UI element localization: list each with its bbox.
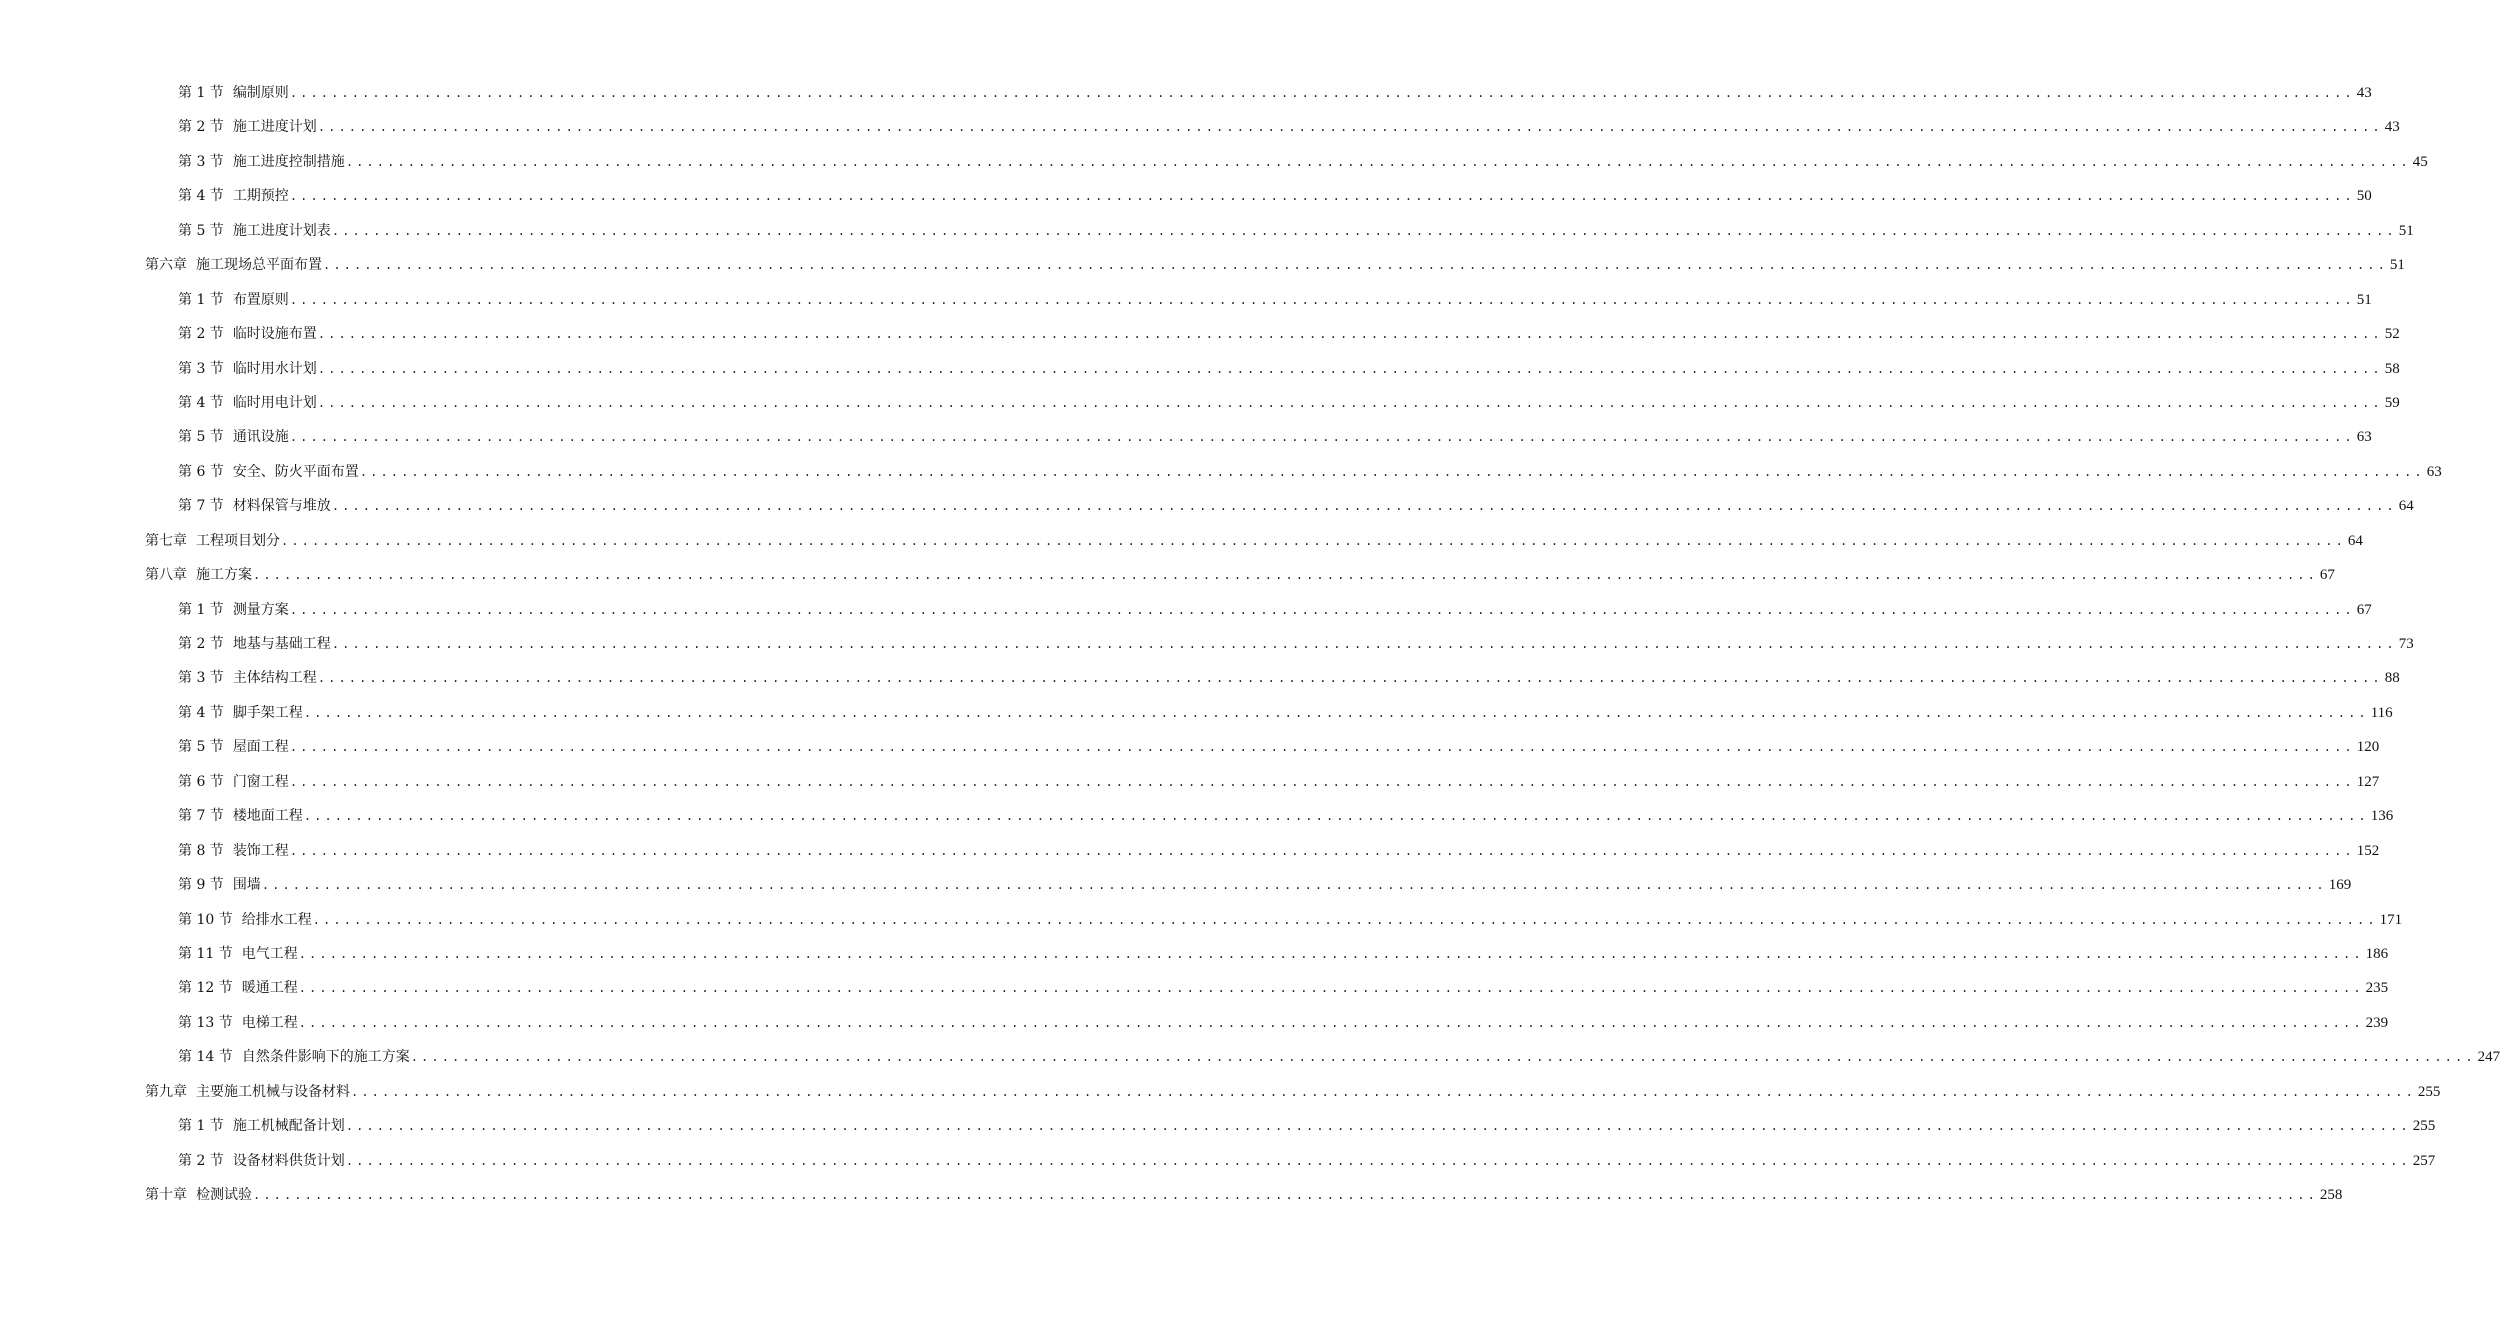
toc-dot-leader: ........................................................................................................................................................................................................ <box>317 327 2383 342</box>
toc-entry-number: 第 1 节 <box>178 601 224 618</box>
toc-dot-leader: ........................................................................................................................................................................................................ <box>317 395 2383 410</box>
toc-entry-number: 第 4 节 <box>178 704 224 721</box>
toc-dot-leader: ........................................................................................................................................................................................................ <box>289 292 2355 307</box>
toc-page-number: 67 <box>2319 567 2335 584</box>
toc-entry-title: 通讯设施 <box>232 429 289 446</box>
toc-dot-leader: ........................................................................................................................................................................................................ <box>303 809 2369 824</box>
toc-section-row <box>0 455 2442 489</box>
toc-dot-leader: ........................................................................................................................................................................................................ <box>261 878 2327 893</box>
toc-section-link[interactable] <box>178 118 2400 136</box>
toc-section-link[interactable] <box>178 1048 2500 1066</box>
toc-dot-leader: ........................................................................................................................................................................................................ <box>289 740 2355 755</box>
toc-chapter-row <box>0 1178 2343 1212</box>
toc-page-number: 51 <box>2356 291 2372 308</box>
toc-section-link[interactable] <box>178 153 2428 171</box>
toc-section-link[interactable] <box>178 463 2442 481</box>
toc-chapter-row <box>0 1075 2441 1109</box>
toc-dot-leader: ........................................................................................................................................................................................................ <box>345 1153 2411 1168</box>
toc-page-number: 51 <box>2389 257 2405 274</box>
toc-entry-number: 第 13 节 <box>178 1014 233 1031</box>
toc-section-row <box>0 799 2394 833</box>
toc-entry-title: 编制原则 <box>232 85 289 101</box>
toc-dot-leader: ........................................................................................................................................................................................................ <box>345 1119 2411 1134</box>
toc-section-row <box>0 696 2393 730</box>
toc-dot-leader: ........................................................................................................................................................................................................ <box>331 499 2397 514</box>
toc-dot-leader: ........................................................................................................................................................................................................ <box>298 1015 2364 1030</box>
toc-section-row <box>0 420 2372 454</box>
toc-page-number: 45 <box>2412 153 2428 170</box>
toc-section-link[interactable] <box>178 291 2372 309</box>
toc-entry-title: 安全、防火平面布置 <box>232 463 359 480</box>
toc-section-link[interactable] <box>178 635 2414 653</box>
toc-page-number: 247 <box>2477 1049 2500 1066</box>
toc-page-number: 50 <box>2356 188 2372 205</box>
toc-entry-title: 门窗工程 <box>232 773 289 790</box>
toc-section-row <box>0 1144 2436 1178</box>
toc-page-number: 51 <box>2398 222 2414 239</box>
toc-dot-leader: ........................................................................................................................................................................................................ <box>289 189 2355 204</box>
toc-dot-leader: ........................................................................................................................................................................................................ <box>289 843 2355 858</box>
toc-entry-title: 施工进度计划表 <box>232 222 331 239</box>
toc-section-row <box>0 179 2372 213</box>
toc-entry-title: 装饰工程 <box>232 842 289 859</box>
toc-entry-title: 施工现场总平面布置 <box>196 257 322 274</box>
toc-section-link[interactable] <box>178 1152 2436 1170</box>
toc-section-link[interactable] <box>178 1117 2436 1135</box>
toc-entry-number: 第 5 节 <box>178 222 224 239</box>
toc-entry-number: 第 3 节 <box>178 670 224 687</box>
toc-entry-number: 第 11 节 <box>178 945 233 962</box>
toc-entry-number: 第十章 <box>145 1187 187 1203</box>
toc-page-number: 186 <box>2365 945 2389 962</box>
toc-page-number: 58 <box>2384 360 2400 377</box>
toc-entry-number: 第 4 节 <box>178 394 224 411</box>
toc-page-number: 257 <box>2412 1152 2436 1169</box>
toc-page-number: 239 <box>2365 1014 2389 1031</box>
toc-entry-number: 第 6 节 <box>178 463 224 480</box>
toc-dot-leader: ........................................................................................................................................................................................................ <box>331 223 2397 238</box>
toc-section-link[interactable] <box>178 1014 2389 1032</box>
toc-entry-title: 材料保管与堆放 <box>232 498 331 515</box>
toc-entry-number: 第 10 节 <box>178 911 233 928</box>
toc-dot-leader: ........................................................................................................................................................................................................ <box>289 430 2355 445</box>
toc-page-number: 255 <box>2417 1083 2441 1100</box>
toc-section-link[interactable] <box>178 601 2372 619</box>
toc-page-number: 67 <box>2356 601 2372 618</box>
toc-dot-leader: ........................................................................................................................................................................................................ <box>253 568 2318 583</box>
toc-entry-number: 第 12 节 <box>178 980 233 997</box>
toc-dot-leader: ........................................................................................................................................................................................................ <box>317 671 2383 686</box>
toc-dot-leader: ........................................................................................................................................................................................................ <box>281 533 2346 548</box>
toc-entry-title: 临时设施布置 <box>232 326 317 343</box>
toc-section-row <box>0 1109 2436 1143</box>
toc-entry-title: 给排水工程 <box>241 911 312 928</box>
toc-entry-title: 地基与基础工程 <box>232 636 331 652</box>
toc-section-link[interactable] <box>178 669 2400 687</box>
toc-section-row <box>0 386 2400 420</box>
toc-dot-leader: ........................................................................................................................................................................................................ <box>331 637 2397 651</box>
toc-section-row <box>0 868 2352 902</box>
toc-section-link[interactable] <box>178 911 2403 929</box>
toc-page-number: 59 <box>2384 394 2400 411</box>
toc-entry-title: 主要施工机械与设备材料 <box>196 1083 350 1100</box>
toc-section-row <box>0 1040 2500 1074</box>
toc-entry-title: 测量方案 <box>232 601 289 618</box>
table-of-contents <box>0 76 2500 1212</box>
toc-section-row <box>0 627 2414 661</box>
toc-entry-title: 检测试验 <box>196 1187 252 1203</box>
toc-section-row <box>0 214 2414 248</box>
toc-entry-number: 第 8 节 <box>178 842 224 859</box>
toc-section-row <box>0 661 2400 695</box>
toc-entry-title: 自然条件影响下的施工方案 <box>241 1049 410 1066</box>
toc-chapter-link[interactable] <box>145 256 2405 274</box>
toc-section-row <box>0 834 2380 868</box>
toc-entry-title: 施工进度控制措施 <box>232 153 345 170</box>
toc-dot-leader: ........................................................................................................................................................................................................ <box>289 602 2355 617</box>
toc-entry-title: 暖通工程 <box>241 980 298 997</box>
toc-page-number: 63 <box>2426 463 2442 480</box>
toc-entry-title: 布置原则 <box>232 291 289 308</box>
toc-section-link[interactable] <box>178 979 2389 997</box>
toc-entry-number: 第七章 <box>145 532 187 549</box>
toc-chapter-row <box>0 524 2363 558</box>
toc-dot-leader: ........................................................................................................................................................................................................ <box>312 912 2378 927</box>
toc-dot-leader: ........................................................................................................................................................................................................ <box>317 120 2383 135</box>
toc-dot-leader: ........................................................................................................................................................................................................ <box>289 774 2355 789</box>
toc-entry-number: 第 2 节 <box>178 326 224 343</box>
toc-dot-leader: ........................................................................................................................................................................................................ <box>345 154 2411 169</box>
toc-section-row <box>0 145 2428 179</box>
toc-chapter-link[interactable] <box>145 1083 2441 1101</box>
toc-entry-title: 施工进度计划 <box>232 119 317 136</box>
toc-dot-leader: ........................................................................................................................................................................................................ <box>298 946 2364 961</box>
toc-entry-title: 工程项目划分 <box>196 532 280 549</box>
toc-page-number: 127 <box>2356 773 2380 790</box>
toc-section-row <box>0 593 2372 627</box>
toc-dot-leader: ........................................................................................................................................................................................................ <box>410 1050 2476 1065</box>
toc-section-row <box>0 352 2400 386</box>
toc-section-link[interactable] <box>178 360 2400 378</box>
toc-section-row <box>0 317 2400 351</box>
toc-page-number: 73 <box>2398 636 2414 652</box>
toc-page-number: 116 <box>2370 704 2393 721</box>
toc-section-link[interactable] <box>178 394 2400 412</box>
toc-page-number: 152 <box>2356 842 2380 859</box>
toc-entry-title: 施工方案 <box>196 567 252 584</box>
toc-entry-number: 第 3 节 <box>178 153 224 170</box>
toc-page-number: 64 <box>2398 498 2414 515</box>
toc-section-row <box>0 76 2372 110</box>
toc-entry-title: 楼地面工程 <box>232 808 303 825</box>
toc-page-number: 88 <box>2384 670 2400 687</box>
toc-entry-number: 第九章 <box>145 1083 187 1100</box>
toc-entry-title: 电气工程 <box>241 945 298 962</box>
toc-page-number: 171 <box>2379 911 2403 928</box>
toc-section-link[interactable] <box>178 222 2414 240</box>
toc-dot-leader: ........................................................................................................................................................................................................ <box>289 86 2355 100</box>
toc-page-number: 63 <box>2356 429 2372 446</box>
toc-page-number: 52 <box>2384 326 2400 343</box>
toc-entry-title: 屋面工程 <box>232 739 289 756</box>
toc-section-link[interactable] <box>178 428 2372 446</box>
toc-section-link[interactable] <box>178 738 2380 756</box>
toc-section-link[interactable] <box>178 187 2372 205</box>
toc-page-number: 120 <box>2356 739 2380 756</box>
toc-dot-leader: ........................................................................................................................................................................................................ <box>359 464 2425 479</box>
toc-dot-leader: ........................................................................................................................................................................................................ <box>253 1188 2318 1202</box>
toc-page-number: 255 <box>2412 1118 2436 1135</box>
toc-entry-number: 第 1 节 <box>178 1118 224 1135</box>
toc-section-link[interactable] <box>178 876 2352 894</box>
toc-section-row <box>0 730 2380 764</box>
toc-page-number: 169 <box>2328 877 2352 894</box>
toc-section-row <box>0 489 2414 523</box>
toc-section-link[interactable] <box>178 325 2400 343</box>
toc-section-link[interactable] <box>178 704 2393 722</box>
toc-section-link[interactable] <box>178 84 2372 102</box>
toc-entry-number: 第 5 节 <box>178 429 224 446</box>
toc-entry-number: 第 7 节 <box>178 808 224 825</box>
toc-section-link[interactable] <box>178 807 2394 825</box>
toc-entry-number: 第 14 节 <box>178 1049 233 1066</box>
toc-section-row <box>0 937 2389 971</box>
toc-entry-number: 第 4 节 <box>178 188 224 205</box>
toc-section-row <box>0 1006 2389 1040</box>
toc-chapter-row <box>0 248 2405 282</box>
toc-page-number: 43 <box>2356 85 2372 101</box>
toc-entry-title: 脚手架工程 <box>232 704 303 721</box>
toc-chapter-link[interactable] <box>145 532 2363 550</box>
toc-entry-number: 第 6 节 <box>178 773 224 790</box>
toc-page-number: 43 <box>2384 119 2400 136</box>
toc-entry-number: 第 2 节 <box>178 119 224 136</box>
toc-entry-title: 临时用电计划 <box>232 394 317 411</box>
toc-chapter-row <box>0 558 2335 592</box>
toc-entry-title: 临时用水计划 <box>232 360 317 377</box>
toc-section-link[interactable] <box>178 497 2414 515</box>
toc-dot-leader: ........................................................................................................................................................................................................ <box>298 981 2364 996</box>
toc-entry-number: 第 2 节 <box>178 636 224 652</box>
toc-entry-title: 主体结构工程 <box>232 670 317 687</box>
toc-entry-title: 工期预控 <box>232 188 289 205</box>
toc-section-row <box>0 903 2403 937</box>
toc-entry-number: 第 3 节 <box>178 360 224 377</box>
toc-section-link[interactable] <box>178 773 2380 791</box>
toc-entry-title: 施工机械配备计划 <box>232 1118 345 1135</box>
toc-section-row <box>0 765 2380 799</box>
toc-entry-number: 第 7 节 <box>178 498 224 515</box>
toc-section-row <box>0 110 2400 144</box>
toc-entry-number: 第 2 节 <box>178 1152 224 1169</box>
toc-entry-title: 围墙 <box>232 877 261 894</box>
toc-entry-number: 第 1 节 <box>178 291 224 308</box>
toc-dot-leader: ........................................................................................................................................................................................................ <box>303 705 2369 720</box>
toc-section-row <box>0 283 2372 317</box>
toc-chapter-link[interactable] <box>145 1186 2343 1204</box>
toc-page-number: 258 <box>2319 1187 2343 1203</box>
toc-section-link[interactable] <box>178 842 2380 860</box>
toc-chapter-link[interactable] <box>145 566 2335 584</box>
toc-entry-number: 第 5 节 <box>178 739 224 756</box>
toc-entry-number: 第六章 <box>145 257 187 274</box>
toc-entry-number: 第 9 节 <box>178 877 224 894</box>
toc-page-number: 64 <box>2347 532 2363 549</box>
toc-entry-title: 电梯工程 <box>241 1014 298 1031</box>
toc-entry-number: 第八章 <box>145 567 187 584</box>
toc-dot-leader: ........................................................................................................................................................................................................ <box>323 258 2388 273</box>
toc-entry-number: 第 1 节 <box>178 85 224 101</box>
toc-dot-leader: ........................................................................................................................................................................................................ <box>351 1084 2416 1099</box>
toc-page-number: 235 <box>2365 980 2389 997</box>
toc-dot-leader: ........................................................................................................................................................................................................ <box>317 361 2383 376</box>
toc-section-link[interactable] <box>178 945 2389 963</box>
toc-page-number: 136 <box>2370 808 2394 825</box>
toc-entry-title: 设备材料供货计划 <box>232 1152 345 1169</box>
toc-section-row <box>0 971 2389 1005</box>
